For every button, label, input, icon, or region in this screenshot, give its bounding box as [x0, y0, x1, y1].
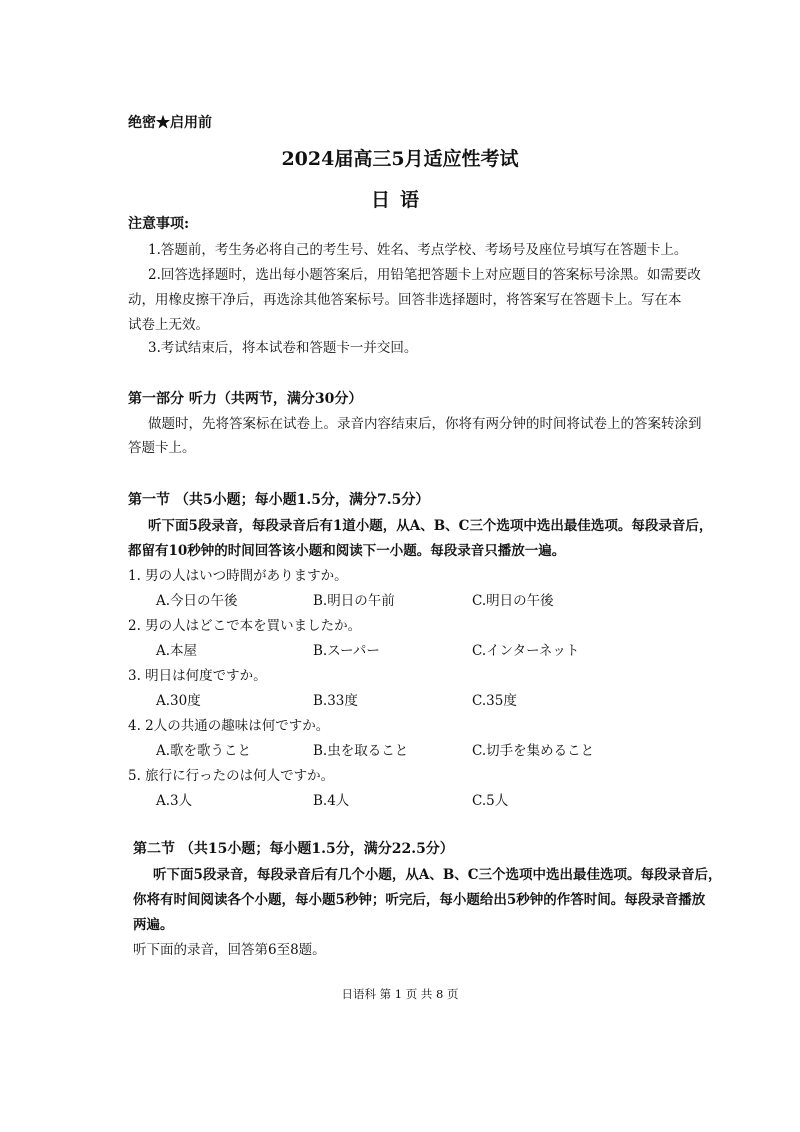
notice-line: 试卷上无效。 [128, 317, 209, 333]
section2-desc: 听下面5段录音，每段录音后有几个小题，从A、B、C三个选项中选出最佳选项。每段录音后， [153, 867, 722, 883]
option-c: C.明日の午後 [472, 593, 554, 609]
option-c: C.インターネット [472, 643, 580, 659]
section1-heading: 第一节 （共5小题；每小题1.5分，满分7.5分） [128, 492, 430, 508]
page-footer: 日语科 第 1 页 共 8 页 [341, 987, 459, 1001]
question-text: 2. 男の人はどこで本を買いましたか。 [128, 618, 362, 634]
option-a: A.本屋 [156, 643, 198, 659]
notice-line: 2.回答选择题时，选出每小题答案后，用铅笔把答题卡上对应题目的答案标号涂黑。如需要改 [148, 267, 701, 283]
question-text: 4. 2人の共通の趣味は何ですか。 [128, 718, 330, 734]
option-c: C.5人 [472, 793, 509, 809]
exam-title: 2024届高三5月适应性考试 [281, 148, 519, 170]
option-b: B.スーパー [313, 643, 380, 659]
option-c: C.35度 [472, 693, 517, 709]
notice-line: 动，用橡皮擦干净后，再选涂其他答案标号。回答非选择题时，将答案写在答题卡上。写在本 [128, 292, 682, 308]
question-text: 5. 旅行に行ったのは何人ですか。 [128, 768, 335, 784]
secret-label: 绝密★启用前 [128, 115, 212, 131]
section2-heading: 第二节 （共15小题；每小题1.5分，满分22.5分） [133, 841, 454, 857]
section1-desc: 都留有10秒钟的时间回答该小题和阅读下一小题。每段录音只播放一遍。 [128, 543, 566, 559]
section2-desc: 两遍。 [133, 917, 174, 933]
option-b: B.33度 [313, 693, 358, 709]
section2-instruction: 听下面的录音，回答第6至8题。 [133, 942, 326, 958]
notice-heading: 注意事项: [128, 216, 190, 232]
section2-desc: 你将有时间阅读各个小题，每小题5秒钟；听完后，每小题给出5秒钟的作答时间。每段录音播放 [133, 892, 706, 908]
part1-heading: 第一部分 听力（共两节，满分30分） [128, 391, 363, 407]
question-text: 3. 明日は何度ですか。 [128, 668, 267, 684]
notice-line: 3.考试结束后，将本试卷和答题卡一并交回。 [148, 340, 418, 356]
option-a: A.30度 [156, 693, 201, 709]
option-b: B.明日の午前 [313, 593, 395, 609]
section1-desc: 听下面5段录音，每段录音后有1道小题，从A、B、C三个选项中选出最佳选项。每段录音后， [148, 518, 713, 534]
notice-line: 1.答题前，考生务必将自己的考生号、姓名、考点学校、考场号及座位号填写在答题卡上。 [148, 242, 688, 258]
option-b: B.虫を取ること [313, 743, 409, 759]
option-a: A.今日の午後 [156, 593, 238, 609]
option-c: C.切手を集めること [472, 743, 595, 759]
part1-desc: 做题时，先将答案标在试卷上。录音内容结束后，你将有两分钟的时间将试卷上的答案转涂到 [148, 416, 702, 432]
option-a: A.歌を歌うこと [156, 743, 252, 759]
option-b: B.4人 [313, 793, 350, 809]
part1-desc: 答题卡上。 [128, 440, 196, 456]
question-text: 1. 男の人はいつ時間がありますか。 [128, 568, 348, 584]
option-a: A.3人 [156, 793, 193, 809]
subject-title: 日语 [370, 189, 429, 211]
